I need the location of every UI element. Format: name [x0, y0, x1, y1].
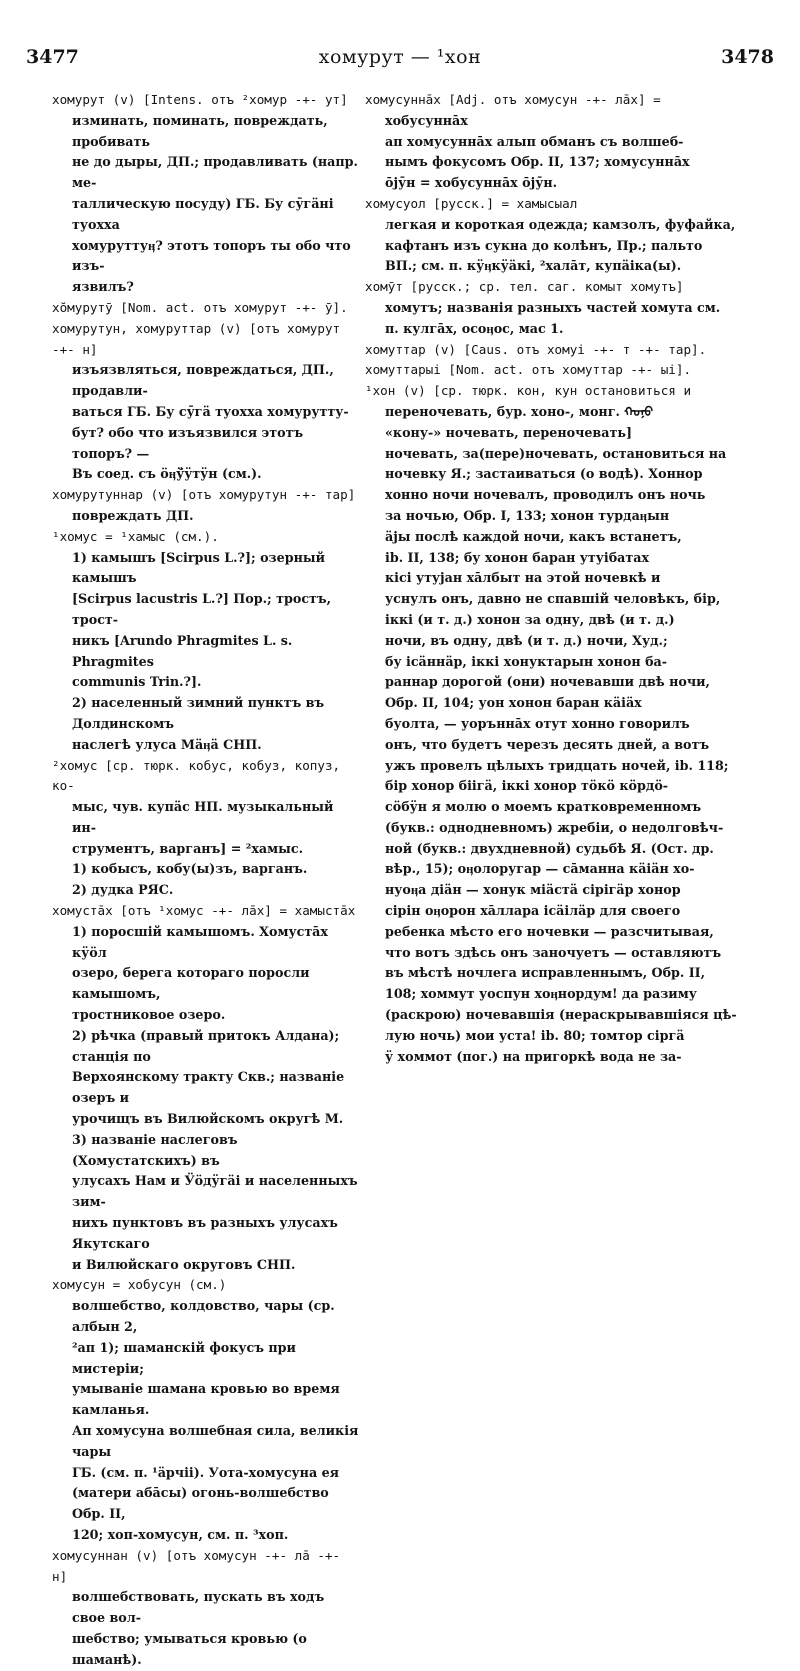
- entry-definition-line: Въ соед. съ ӧӊӱ̆ӱтӱн (см.).: [72, 466, 262, 482]
- entry-definition-line: (раскрою) ночевавшiя (нераскрывавшiяся цѣ-: [385, 1007, 737, 1023]
- entry-definition-line: изъязвляться, повреждаться, ДП., продавли-: [72, 362, 334, 399]
- entry-definition-line: никъ [Arundo Phragmites L. s. Phragmites: [72, 632, 293, 669]
- entry-definition-line: хонно ночи ночевалъ, проводилъ онъ ночь: [385, 487, 706, 503]
- dictionary-entry: [52, 1275, 360, 1545]
- dictionary-entry: [365, 360, 773, 381]
- entry-definition-line: Обр. II, 104; уон хонон баран кäiäх: [385, 695, 642, 711]
- entry-headword: хомурут (v) [Intens. отъ ²хомур ‑+‑ ут]: [52, 92, 348, 107]
- dictionary-entry: [52, 319, 360, 485]
- entry-definition-line: буолта, — уоръннāх отут хонно говорилъ: [385, 715, 690, 731]
- entry-definition-line: умыванiе шамана кровью во время камланья.: [72, 1381, 340, 1418]
- entry-definition-line: äjы послѣ каждой ночи, какъ встанетъ,: [385, 528, 682, 544]
- entry-definition-line: мыс, чув. купäс НП. музыкальный ин-: [72, 799, 334, 835]
- page-number-left: 3477: [26, 46, 79, 68]
- entry-definition-line: ib. II, 138; бу хонон баран утуiбатах: [385, 549, 650, 565]
- entry-definition-line: сӧбӱн я молю о моемъ кратковременномъ: [385, 799, 702, 815]
- entry-definition-line: ӱ хоммот (пог.) на пригоркѣ вода не за-: [385, 1048, 682, 1064]
- entry-definition-line: ночи, въ одну, двѣ (и т. д.) ночи, Худ.;: [385, 632, 668, 648]
- entry-headword: хомусуннан (v) [отъ хомусун ‑+‑ лā ‑+‑ н]: [52, 1547, 341, 1584]
- entry-definition-line: [Scirpus lacustris L.?] Пор.; тростъ, трост-: [72, 591, 332, 627]
- entry-definition-line: и Вилюйскаго округовъ СНП.: [72, 1256, 296, 1272]
- entry-definition-line: ребенка мѣсто его ночевки — разсчитывая,: [385, 923, 714, 939]
- entry-definition-line: кафтанъ изъ сукна до колѣнъ, Пр.; пальто: [385, 237, 703, 253]
- entry-definition-line: озеро, берега котораго поросли камышомъ,: [72, 965, 310, 1002]
- entry-definition-line: ап хомусуннāх алып обманъ съ волшеб-: [385, 133, 684, 149]
- entry-definition-line: не до дыры, ДП.; продавливать (напр. ме-: [72, 154, 358, 191]
- dictionary-entry: [52, 1546, 360, 1671]
- dictionary-entry: [365, 381, 773, 1067]
- dictionary-entry: [52, 901, 360, 1275]
- entry-definition-line: 2) рѣчка (правый притокъ Алдана); станцiя по: [72, 1027, 340, 1064]
- entry-headword: хомуттар (v) [Caus. отъ хомуі ‑+‑ т ‑+‑ тар].: [365, 341, 707, 357]
- entry-definition-line: что вотъ здѣсь онъ заночуетъ — оставляютъ: [385, 944, 722, 960]
- entry-definition-line: 2) дудка РЯС.: [72, 882, 174, 898]
- entry-definition-line: 3) названiе наслеговъ (Хомустатскихъ) въ: [72, 1131, 238, 1168]
- entry-definition-line: ночевку Я.; застаиваться (о водѣ). Хоннор: [385, 466, 703, 482]
- entry-headword: хомустāх [отъ ¹хомус ‑+‑ лāх] = хамыстāх: [52, 903, 356, 919]
- entry-definition-line: уснулъ онъ, давно не спавшiй человѣкъ, бiр,: [385, 591, 721, 607]
- dictionary-entry: [52, 90, 360, 298]
- entry-definition-line: струментъ, варганъ] = ²хамыс.: [72, 840, 304, 856]
- entry-definition-line: тростниковое озеро.: [72, 1007, 226, 1023]
- entry-definition-line: нымъ фокусомъ Обр. II, 137; хомусуннāх: [385, 154, 690, 170]
- entry-definition-line: ной (букв.: двухдневной) судьбѣ Я. (Ост. др.: [385, 840, 714, 856]
- entry-definition-line: вѣр., 15); оӊолоругар — сāманна кäiäн хо-: [385, 861, 695, 877]
- entry-definition-line: наслегѣ улуса Мäӊä СНП.: [72, 736, 262, 752]
- entry-definition-line: 1) кобысъ, кобу(ы)зъ, варганъ.: [72, 861, 308, 877]
- dictionary-entry: [52, 485, 360, 527]
- entry-definition-line: ²ап 1); шаманскiй фокусъ при мистерiи;: [72, 1339, 296, 1376]
- entry-headword: хомурутуннар (v) [отъ хомурутун ‑+‑ тар]: [52, 487, 356, 503]
- entry-definition-line: повреждать ДП.: [72, 507, 194, 523]
- entry-definition-line: хомуруттуӊ? этотъ топоръ ты обо что изъ-: [72, 237, 351, 274]
- entry-headword: хомусун = хобусун (см.): [52, 1277, 227, 1293]
- entry-definition-line: лую ночь) мои уста! ib. 80; томтор сiргä: [385, 1027, 685, 1043]
- entry-definition-line: Верхоянскому тракту Скв.; названiе озеръ и: [72, 1069, 345, 1106]
- entry-definition-line: communis Trin.?].: [72, 674, 202, 690]
- running-head: хомурут — ¹хон: [318, 46, 482, 68]
- page-header: [0, 46, 800, 76]
- entry-definition-line: 1) поросшiй камышомъ. Хомустāх кӱӧл: [72, 923, 328, 960]
- entry-definition-line: ВП.; см. п. кӱӊкӱäкi, ²халāт, купäiка(ы).: [385, 258, 682, 274]
- entry-definition-line: легкая и короткая одежда; камзолъ, фуфайка,: [385, 216, 736, 232]
- entry-headword: хомӯт [русск.; ср. тел. саг. комыт хомутъ]: [365, 279, 684, 295]
- entry-definition-line: 120; хоп-хомусун, см. п. ³хоп.: [72, 1526, 289, 1542]
- entry-headword: хомуттарыі [Nom. act. отъ хомуттар ‑+‑ ыі].: [365, 362, 692, 378]
- left-column: [52, 90, 360, 1667]
- right-column: [365, 90, 773, 1065]
- entry-headword: хомусуол [русск.] = хамысыал: [365, 195, 578, 211]
- entry-definition-line: хомутъ; названiя разныхъ частей хомута см.: [385, 299, 721, 315]
- entry-definition-line: «кону-» ночевать, переночевать]: [385, 424, 632, 440]
- entry-definition-line: хобусуннāх: [385, 112, 468, 128]
- entry-definition-line: волшебство, колдовство, чары (ср. албын 2,: [72, 1298, 335, 1335]
- entry-definition-line: бут? обо что изъязвился этотъ топоръ? —: [72, 424, 304, 461]
- dictionary-entry: [365, 90, 773, 194]
- dictionary-entry: [365, 194, 773, 277]
- entry-definition-line: нихъ пунктовъ въ разныхъ улусахъ Якутскаго: [72, 1215, 338, 1251]
- page-number-right: 3478: [721, 46, 774, 68]
- entry-definition-line: iккi (и т. д.) хонон за одну, двѣ (и т. д.): [385, 611, 675, 627]
- entry-headword: хо̆мурутӯ [Nom. act. отъ хомурут ‑+‑ ӯ].: [52, 299, 348, 315]
- dictionary-entry: [52, 527, 360, 756]
- entry-definition-line: ночевать, за(пере)ночевать, остановиться на: [385, 445, 727, 461]
- entry-definition-line: (матери абāсы) огонь-волшебство Обр. II,: [72, 1485, 329, 1522]
- entry-definition-line: бу iсäннäр, iккi хонуктарын хонон ба-: [385, 653, 668, 669]
- dictionary-entry: [52, 756, 360, 902]
- entry-definition-line: раннар дорогой (они) ночевавши двѣ ночи,: [385, 674, 710, 690]
- entry-definition-line: ōjӯн = хобусуннāх ōjӯн.: [385, 175, 558, 191]
- entry-headword: ²хомус [ср. тюрк. кобус, кобуз, копуз, ко-: [52, 757, 341, 794]
- entry-definition-line: 108; хоммут уоспун хоӊнордум! да разиму: [385, 986, 697, 1002]
- entry-definition-line: за ночью, Обр. I, 133; хонон турдаӊын: [385, 507, 670, 523]
- entry-definition-line: п. кулгāх, осоӊос, мас 1.: [385, 320, 564, 336]
- entry-definition-line: онъ, что будетъ черезъ десять дней, а вотъ: [385, 736, 710, 752]
- entry-definition-line: ГБ. (см. п. ¹äрчii). Уота-хомусуна ея: [72, 1464, 340, 1480]
- entry-definition-line: урочищъ въ Вилюйскомъ округѣ М.: [72, 1111, 344, 1127]
- entry-definition-line: изминать, поминать, повреждать, пробивать: [72, 112, 328, 149]
- entry-definition-line: 1) камышъ [Scirpus L.?]; озерный камышъ: [72, 549, 326, 586]
- entry-definition-line: 2) населенный зимний пунктъ въ Долдинскомъ: [72, 695, 325, 731]
- entry-definition-line: въ мѣстѣ ночлега исправленнымъ, Обр. II,: [385, 965, 706, 981]
- entry-headword: хомурутун, хомуруттар (v) [отъ хомурут ‑+‑ н]: [52, 320, 341, 357]
- entry-headword: хомусуннāх [Adj. отъ хомусун ‑+‑ лāх] =: [365, 92, 661, 107]
- entry-headword: ¹хомус = ¹хамыс (см.).: [52, 528, 219, 544]
- entry-definition-line: бiр хонор бiiгä, iккi хонор тӧкӧ кӧрдӧ-: [385, 778, 669, 794]
- entry-definition-line: язвилъ?: [72, 279, 134, 295]
- entry-definition-line: Ап хомусуна волшебная сила, великiя чары: [72, 1423, 359, 1459]
- entry-definition-line: шебство; умываться кровью (о шаманѣ).: [72, 1630, 307, 1667]
- entry-definition-line: таллическую посуду) ГБ. Бу сӯгäнi туохха: [72, 195, 334, 232]
- entry-definition-line: (букв.: однодневномъ) жребiи, о недолговѣч-: [385, 819, 724, 835]
- entry-definition-line: волшебствовать, пускать въ ходъ свое вол-: [72, 1589, 325, 1626]
- entry-definition-line: переночевать, бур. хоно-, монг. ᠬᠣᠨᠤ: [385, 403, 654, 419]
- entry-definition-line: улусахъ Нам и Ӱӧдӱгäi и населенныхъ зим-: [72, 1173, 358, 1210]
- entry-definition-line: нуоӊа дiäн — хонук мiäстä сiрiгäр хонор: [385, 882, 681, 898]
- dictionary-entry: [52, 298, 360, 319]
- entry-definition-line: ваться ГБ. Бу сӯгä туохха хомурутту-: [72, 403, 349, 419]
- entry-headword: ¹хон (v) [ср. тюрк. кон, кун остановиться и: [365, 383, 692, 399]
- entry-definition-line: сiрiн оӊорон хāллара iсäiлäр для своего: [385, 903, 681, 919]
- dictionary-entry: [365, 277, 773, 339]
- entry-definition-line: кiсi утуjан хāлбыт на этой ночевкѣ и: [385, 570, 661, 586]
- dictionary-entry: [365, 340, 773, 361]
- entry-definition-line: ужъ провелъ цѣлыхъ тридцать ночей, ib. 118;: [385, 757, 729, 773]
